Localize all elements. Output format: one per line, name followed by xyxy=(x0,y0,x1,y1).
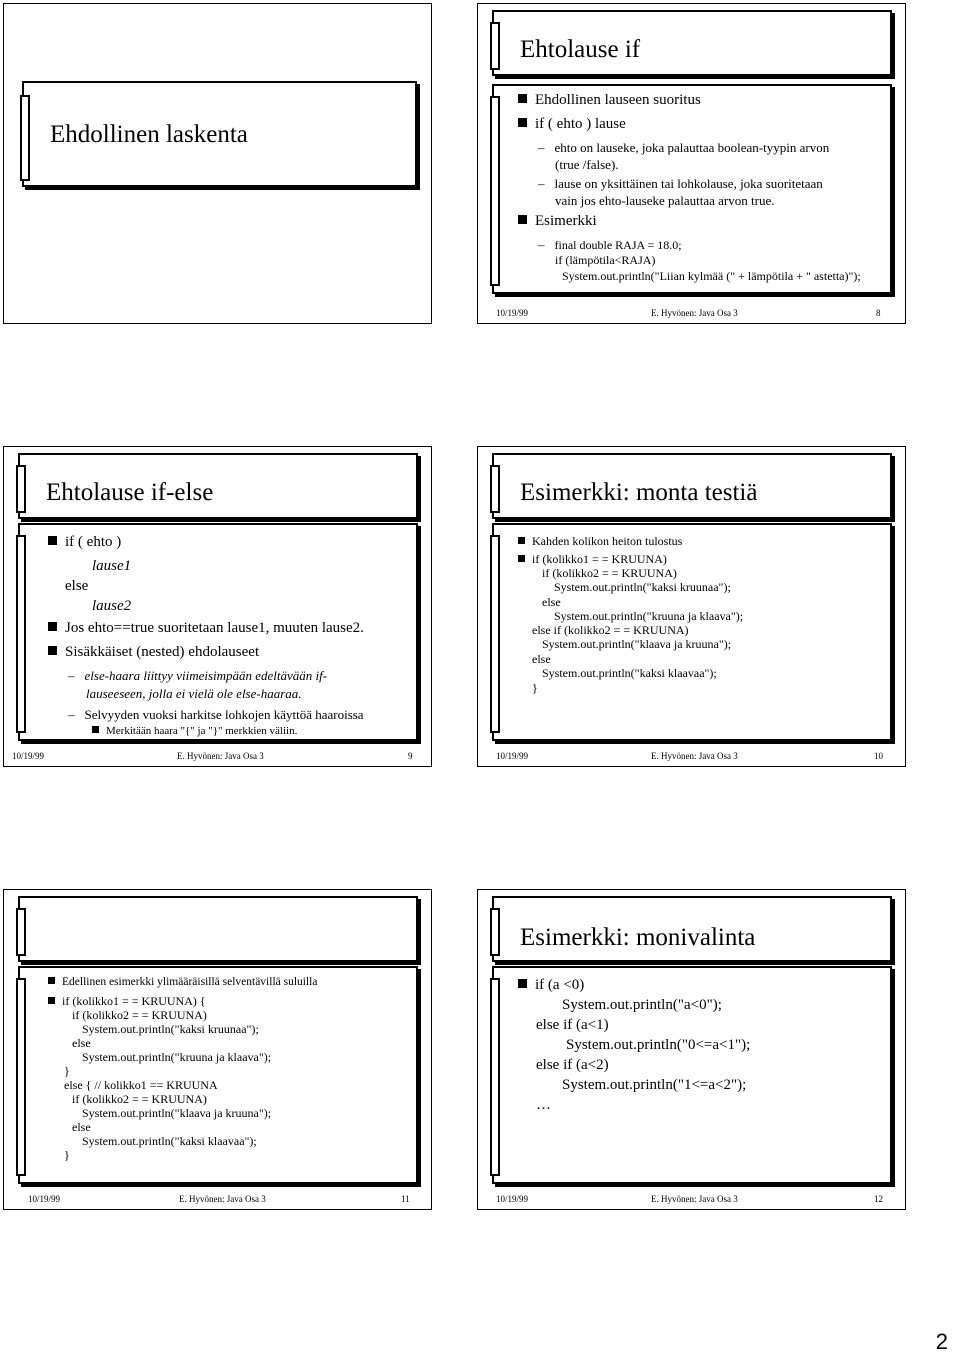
bullet-line: Esimerkki xyxy=(518,213,597,230)
dash-line: – ehto on lauseke, joka palauttaa boolean-tyypin arvon xyxy=(538,140,830,155)
code-line: System.out.println("kruuna ja klaava"); xyxy=(82,1050,272,1064)
title-frame xyxy=(492,453,892,519)
title-frame xyxy=(18,896,418,962)
bullet-line: if ( ehto ) lause xyxy=(518,116,626,133)
code-line: System.out.println("klaava ja kruuna"); xyxy=(82,1106,272,1120)
footer-slide-number: 11 xyxy=(401,1194,410,1204)
page-number: 2 xyxy=(935,1329,948,1354)
text-line: lauseeseen, jolla ei vielä ole else-haaraa. xyxy=(86,686,302,701)
bullet-line: Ehdollinen lauseen suoritus xyxy=(518,92,701,109)
code-line: System.out.println("kaksi klaavaa"); xyxy=(542,666,717,680)
title-frame xyxy=(492,896,892,962)
bullet-line: Jos ehto==true suoritetaan lause1, muuten lause2. xyxy=(48,620,364,637)
code-line: lause2 xyxy=(92,598,132,614)
content-frame-bar xyxy=(490,535,500,733)
title-frame-bar xyxy=(490,908,500,956)
bullet-line: Sisäkkäiset (nested) ehdolauseet xyxy=(48,644,259,661)
slide-esimerkki-monivalinta xyxy=(477,889,906,1210)
footer-date: 10/19/99 xyxy=(496,1194,529,1204)
footer-date: 10/19/99 xyxy=(496,751,529,761)
slide-title: Ehdollinen laskenta xyxy=(50,121,248,148)
square-bullet-icon xyxy=(518,979,527,988)
code-line: if (kolikko2 = = KRUUNA) xyxy=(72,1092,207,1106)
bullet-line: if (kolikko1 = = KRUUNA) xyxy=(518,552,667,567)
text-line: vain jos ehto-lauseke palauttaa arvon true. xyxy=(555,193,775,208)
dash-bullet-icon: – xyxy=(538,176,545,191)
code-line: … xyxy=(536,1097,551,1113)
footer-date: 10/19/99 xyxy=(28,1194,61,1204)
dash-bullet-icon: – xyxy=(68,668,75,683)
sub-bullet-line: Merkitään haara "{" ja "}" merkkien väliin. xyxy=(92,725,297,737)
code-line: System.out.println("kaksi klaavaa"); xyxy=(82,1134,257,1148)
code-line: System.out.println("a<0"); xyxy=(562,997,722,1013)
code-line: System.out.println("klaava ja kruuna"); xyxy=(542,637,732,651)
slide-11 xyxy=(3,889,432,1210)
dash-line: – Selvyyden vuoksi harkitse lohkojen käyttöä haaroissa xyxy=(68,707,364,722)
text-line: (true /false). xyxy=(555,157,619,172)
square-bullet-icon xyxy=(92,726,99,733)
content-frame xyxy=(18,523,418,741)
content-frame xyxy=(492,84,892,294)
dash-bullet-icon: – xyxy=(538,237,545,252)
content-frame-bar xyxy=(490,96,500,286)
footer-author: E. Hyvönen: Java Osa 3 xyxy=(651,308,738,318)
dash-bullet-icon: – xyxy=(538,140,545,155)
footer-author: E. Hyvönen: Java Osa 3 xyxy=(179,1194,266,1204)
footer-slide-number: 10 xyxy=(874,751,883,761)
code-line: lause1 xyxy=(92,558,132,574)
title-frame xyxy=(22,81,417,187)
title-frame-bar xyxy=(16,908,26,956)
code-line: System.out.println("kruuna ja klaava"); xyxy=(554,609,744,623)
content-frame xyxy=(492,966,892,1184)
footer-author: E. Hyvönen: Java Osa 3 xyxy=(651,751,738,761)
code-line: else if (a<1) xyxy=(536,1017,609,1033)
bullet-line: Kahden kolikon heiton tulostus xyxy=(518,534,682,549)
code-line: System.out.println("1<=a<2"); xyxy=(562,1077,747,1093)
code-line: else xyxy=(65,578,89,594)
square-bullet-icon xyxy=(48,997,55,1004)
code-line: System.out.println("Liian kylmää (" + lämpötila + " astetta)"); xyxy=(562,269,861,283)
bullet-line: if (kolikko1 = = KRUUNA) { xyxy=(48,994,206,1009)
code-line: } xyxy=(64,1064,70,1078)
code-line: else xyxy=(72,1120,91,1134)
dash-line: – lause on yksittäinen tai lohkolause, joka suoritetaan xyxy=(538,176,823,191)
slide-ehtolause-if xyxy=(477,3,906,324)
footer-date: 10/19/99 xyxy=(496,308,529,318)
code-line: } xyxy=(64,1148,70,1162)
title-frame-bar xyxy=(20,95,30,181)
slide-title: Esimerkki: monta testiä xyxy=(520,479,758,506)
code-line: if (kolikko2 = = KRUUNA) xyxy=(542,566,677,580)
bullet-line: if ( ehto ) xyxy=(48,534,121,551)
slide-ehdollinen-laskenta xyxy=(3,3,432,324)
square-bullet-icon xyxy=(518,537,525,544)
dash-line: – else-haara liittyy viimeisimpään edeltävään if- xyxy=(68,668,328,683)
footer-author: E. Hyvönen: Java Osa 3 xyxy=(177,751,264,761)
dash-bullet-icon: – xyxy=(68,707,75,722)
slide-title: Ehtolause if xyxy=(520,36,641,63)
footer-slide-number: 8 xyxy=(876,308,881,318)
code-line: System.out.println("0<=a<1"); xyxy=(566,1037,751,1053)
slide-ehtolause-if-else xyxy=(3,446,432,767)
code-line: else if (a<2) xyxy=(536,1057,609,1073)
slide-title: Ehtolause if-else xyxy=(46,479,214,506)
footer-author: E. Hyvönen: Java Osa 3 xyxy=(651,1194,738,1204)
content-frame-bar xyxy=(16,535,26,733)
slide-esimerkki-monta-testia xyxy=(477,446,906,767)
title-frame xyxy=(492,10,892,76)
square-bullet-icon xyxy=(518,555,525,562)
code-line: } xyxy=(532,681,538,695)
code-line: else xyxy=(532,652,551,666)
code-line: if (kolikko2 = = KRUUNA) xyxy=(72,1008,207,1022)
code-line: else xyxy=(542,595,561,609)
content-frame xyxy=(492,523,892,741)
square-bullet-icon xyxy=(48,646,57,655)
footer-slide-number: 9 xyxy=(408,751,413,761)
title-frame xyxy=(18,453,418,519)
bullet-line: if (a <0) xyxy=(518,977,584,994)
bullet-line: Edellinen esimerkki ylimääräisillä selventävillä suluilla xyxy=(48,976,317,988)
square-bullet-icon xyxy=(48,977,55,984)
title-frame-bar xyxy=(490,465,500,513)
code-line: else { // kolikko1 == KRUUNA xyxy=(64,1078,218,1092)
square-bullet-icon xyxy=(48,622,57,631)
code-line: System.out.println("kaksi kruunaa"); xyxy=(554,580,731,594)
title-frame-bar xyxy=(16,465,26,513)
footer-slide-number: 12 xyxy=(874,1194,883,1204)
code-line: System.out.println("kaksi kruunaa"); xyxy=(82,1022,259,1036)
square-bullet-icon xyxy=(518,215,527,224)
content-frame-bar xyxy=(16,978,26,1176)
square-bullet-icon xyxy=(518,118,527,127)
square-bullet-icon xyxy=(518,94,527,103)
square-bullet-icon xyxy=(48,536,57,545)
dash-line: – final double RAJA = 18.0; xyxy=(538,237,682,252)
content-frame xyxy=(18,966,418,1184)
code-line: else if (kolikko2 = = KRUUNA) xyxy=(532,623,689,637)
code-line: else xyxy=(72,1036,91,1050)
footer-date: 10/19/99 xyxy=(12,751,45,761)
code-line: if (lämpötila<RAJA) xyxy=(555,253,656,267)
title-frame-bar xyxy=(490,22,500,70)
slide-title: Esimerkki: monivalinta xyxy=(520,924,756,951)
content-frame-bar xyxy=(490,978,500,1176)
